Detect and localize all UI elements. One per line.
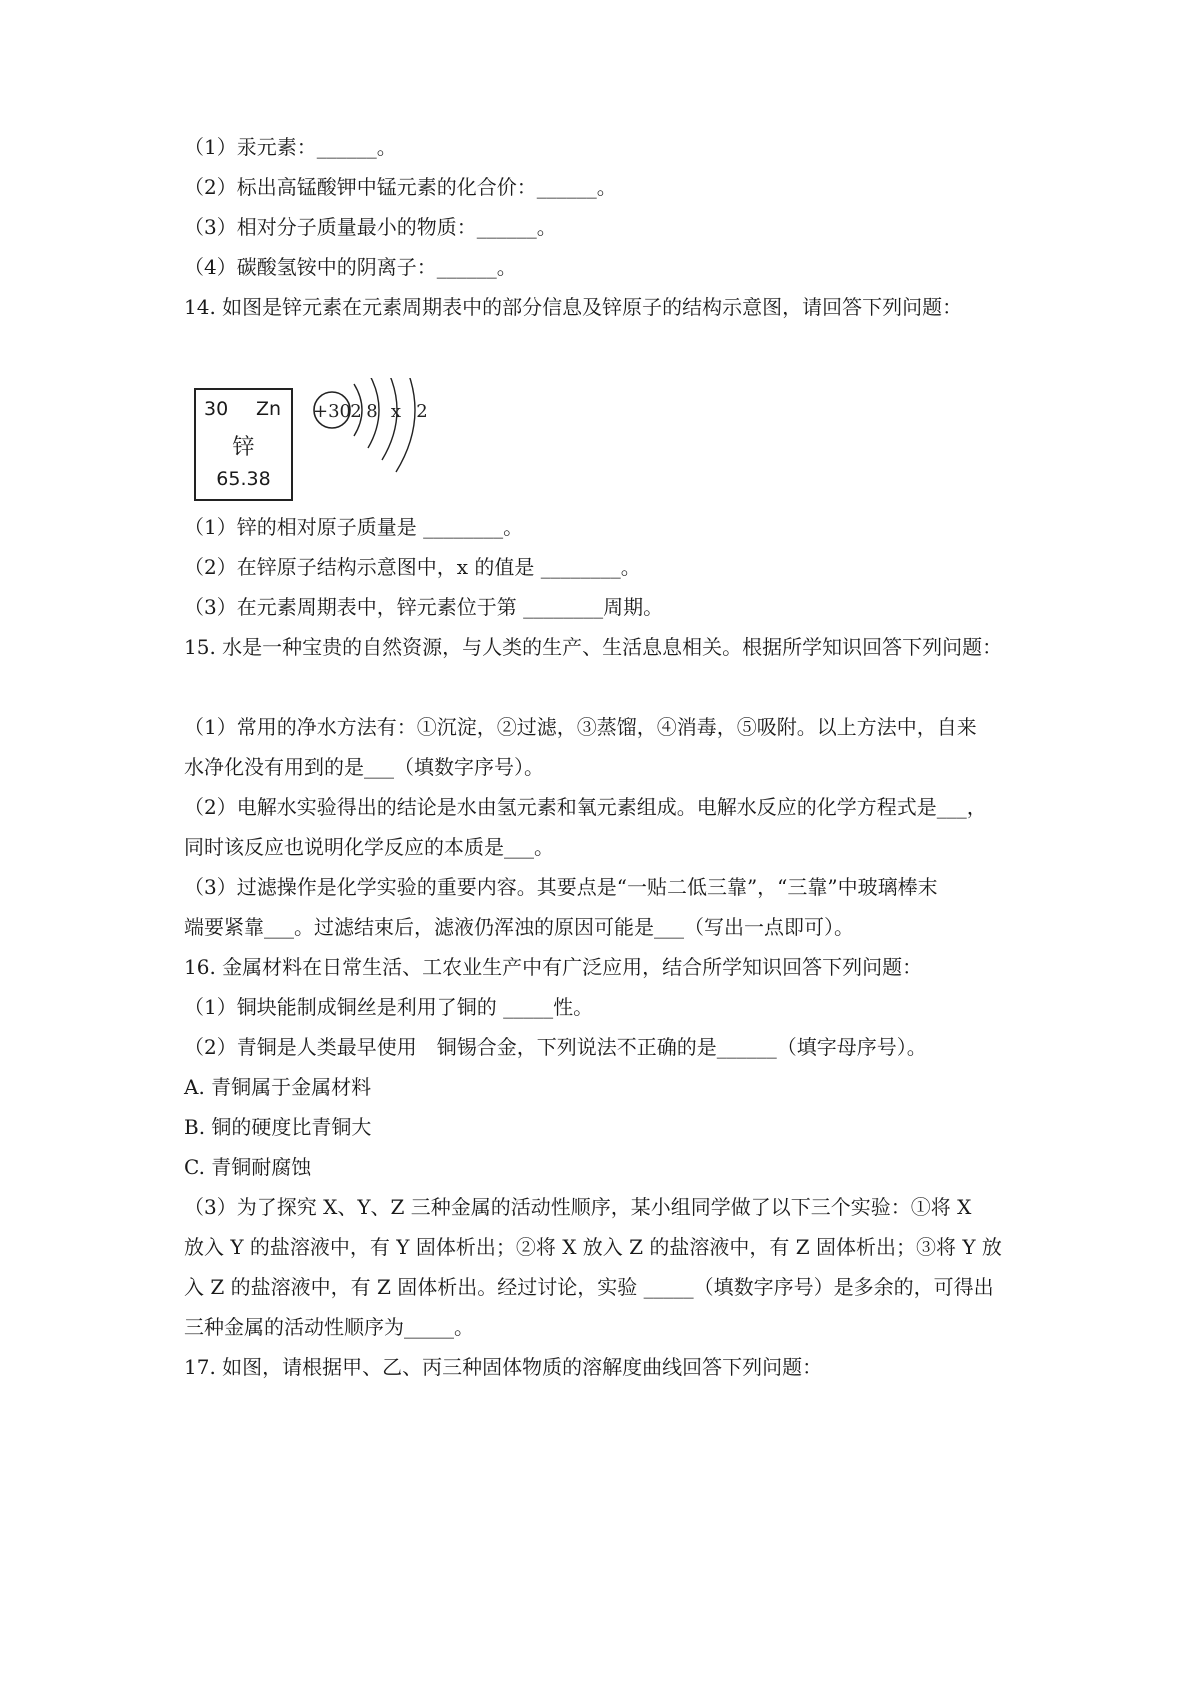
q13-part2: （2）标出高锰酸钾中锰元素的化合价：______。 [184,175,617,199]
shell-electrons-2: 8 [366,401,378,422]
shell-electrons-1: 2 [350,401,362,422]
q16-option-c: C. 青铜耐腐蚀 [184,1155,312,1179]
q16-stem: 16. 金属材料在日常生活、工农业生产中有广泛应用，结合所学知识回答下列问题： [184,955,923,979]
q13-part1: （1）汞元素：______。 [184,135,397,159]
q14-part1: （1）锌的相对原子质量是 ________。 [184,515,524,539]
atomic-mass: 65.38 [216,468,271,490]
q16-option-b: B. 铜的硬度比青铜大 [184,1115,372,1139]
q16-option-a: A. 青铜属于金属材料 [184,1075,372,1099]
atomic-number: 30 [204,398,229,420]
q16-part2: （2）青铜是人类最早使用 铜锡合金，下列说法不正确的是______（填字母序号）。 [184,1035,927,1059]
q14-stem: 14. 如图是锌元素在元素周期表中的部分信息及锌原子的结构示意图，请回答下列问题： [184,295,963,319]
q16-part3-line4: 三种金属的活动性顺序为_____。 [184,1315,474,1339]
q13-part3: （3）相对分子质量最小的物质：______。 [184,215,557,239]
q13-part4: （4）碳酸氢铵中的阴离子：______。 [184,255,517,279]
nucleus-charge: +30 [313,401,351,422]
q15-part1-line2: 水净化没有用到的是___（填数字序号）。 [184,755,544,779]
q16-part3-line1: （3）为了探究 X、Y、Z 三种金属的活动性顺序，某小组同学做了以下三个实验：①将 X [184,1195,972,1219]
q15-part2-line2: 同时该反应也说明化学反应的本质是___。 [184,835,554,859]
q15-part1-line1: （1）常用的净水方法有：①沉淀，②过滤，③蒸馏，④消毒，⑤吸附。以上方法中，自来 [184,715,977,739]
q15-part2-line1: （2）电解水实验得出的结论是水由氢元素和氧元素组成。电解水反应的化学方程式是___， [184,795,987,819]
q17-stem: 17. 如图，请根据甲、乙、丙三种固体物质的溶解度曲线回答下列问题： [184,1355,823,1379]
element-name: 锌 [232,435,255,460]
q15-part3-line2: 端要紧靠___。过滤结束后，滤液仍浑浊的原因可能是___（写出一点即可）。 [184,915,854,939]
element-symbol: Zn [255,398,281,420]
q15-stem: 15. 水是一种宝贵的自然资源，与人类的生产、生活息息相关。根据所学知识回答下列问题： [184,635,1003,659]
periodic-table-tile [194,388,293,501]
shell-electrons-3: x [390,401,402,422]
shell-electrons-4: 2 [416,401,428,422]
q16-part3-line2: 放入 Y 的盐溶液中，有 Y 固体析出；②将 X 放入 Z 的盐溶液中，有 Z 固体析出；③将 Y 放 [184,1235,1002,1259]
q14-part3: （3）在元素周期表中，锌元素位于第 ________周期。 [184,595,664,619]
shell-arc-4 [396,378,415,472]
q14-part2: （2）在锌原子结构示意图中，x 的值是 ________。 [184,555,641,579]
q16-part1: （1）铜块能制成铜丝是利用了铜的 _____性。 [184,995,594,1019]
q15-part3-line1: （3）过滤操作是化学实验的重要内容。其要点是“一贴二低三靠”，“三靠”中玻璃棒末 [184,875,938,899]
q16-part3-line3: 入 Z 的盐溶液中，有 Z 固体析出。经过讨论，实验 _____（填数字序号）是多余的，可得出 [184,1275,994,1299]
